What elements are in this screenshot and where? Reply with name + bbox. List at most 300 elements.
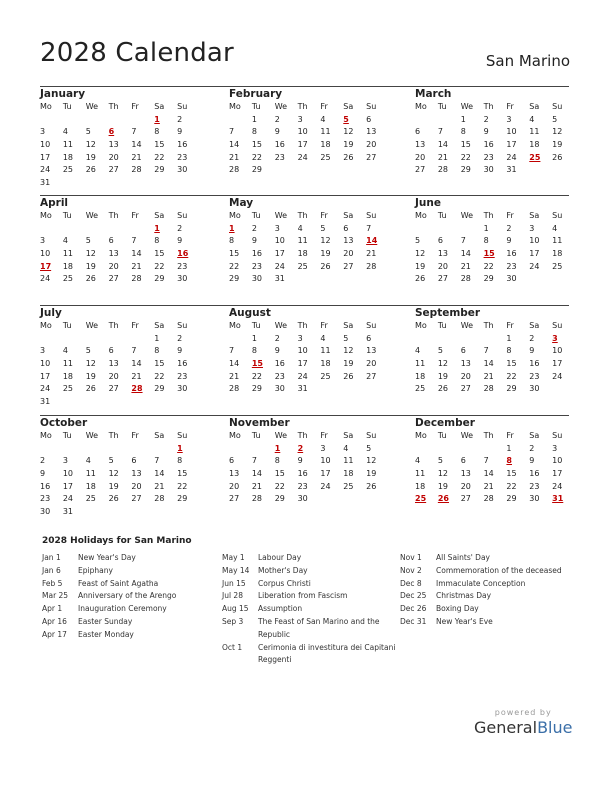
day: 19 <box>108 481 119 491</box>
day: 20 <box>229 481 240 491</box>
day: 27 <box>460 384 471 394</box>
weekday-label: Fr <box>320 321 328 330</box>
holiday-name: Christmas Day <box>436 591 492 601</box>
day: 28 <box>483 384 494 394</box>
month-divider <box>40 415 229 416</box>
weekday-label: Fr <box>506 431 514 440</box>
holiday-day: 3 <box>552 333 558 343</box>
day: 6 <box>366 333 372 343</box>
day: 2 <box>483 114 489 124</box>
month-november <box>229 417 389 506</box>
day: 19 <box>437 371 449 381</box>
day: 3 <box>40 346 46 356</box>
holiday-name: Epiphany <box>78 565 113 575</box>
day: 27 <box>437 274 449 284</box>
day: 11 <box>62 140 74 150</box>
empty-cell <box>461 223 484 236</box>
day: 4 <box>320 114 326 124</box>
day: 13 <box>343 236 354 246</box>
day: 28 <box>366 261 377 271</box>
day: 19 <box>343 359 354 369</box>
weekday-label: We <box>460 321 474 330</box>
holiday-day: 25 <box>529 152 541 162</box>
weekday-label: We <box>460 211 474 220</box>
empty-cell <box>229 333 252 346</box>
holiday-name: New Year's Eve <box>436 616 493 626</box>
holiday-date: Dec 31 <box>400 616 427 626</box>
day: 31 <box>274 274 285 284</box>
empty-cell <box>438 114 461 127</box>
holiday-day: 31 <box>552 494 564 504</box>
day: 27 <box>108 274 119 284</box>
day: 19 <box>343 140 354 150</box>
day: 3 <box>320 443 326 453</box>
day: 6 <box>437 236 443 246</box>
powered-by-text: powered by <box>494 708 552 717</box>
month-name: December <box>415 417 475 429</box>
day: 24 <box>40 165 51 175</box>
holiday-day: 28 <box>131 384 143 394</box>
day: 13 <box>366 127 377 137</box>
month-divider <box>411 86 569 87</box>
day: 15 <box>274 469 285 479</box>
day: 10 <box>40 359 51 369</box>
day: 3 <box>297 114 303 124</box>
empty-cell <box>484 333 507 346</box>
day: 3 <box>40 127 46 137</box>
month-name: October <box>40 417 88 429</box>
day: 19 <box>85 152 96 162</box>
day: 4 <box>62 127 68 137</box>
day: 21 <box>483 481 494 491</box>
holiday-row <box>42 565 218 578</box>
day: 11 <box>415 359 426 369</box>
weekday-label: Th <box>483 211 494 220</box>
day: 19 <box>85 261 96 271</box>
day: 3 <box>506 114 512 124</box>
day: 18 <box>297 249 308 259</box>
month-divider <box>40 86 229 87</box>
day: 27 <box>108 165 119 175</box>
holiday-column <box>400 552 576 629</box>
day: 7 <box>229 346 235 356</box>
day: 3 <box>62 456 68 466</box>
month-january <box>40 88 200 190</box>
weekday-label: Mo <box>415 211 427 220</box>
weekday-label: Mo <box>40 321 52 330</box>
day: 12 <box>320 236 331 246</box>
month-divider <box>225 305 414 306</box>
day: 10 <box>506 127 517 137</box>
day: 12 <box>366 456 377 466</box>
day: 22 <box>506 371 517 381</box>
day: 14 <box>483 469 494 479</box>
month-july <box>40 307 200 409</box>
holiday-date: May 1 <box>222 553 245 562</box>
month-name: November <box>229 417 290 429</box>
brand-general: General <box>474 718 538 737</box>
weekday-label: Mo <box>229 431 241 440</box>
weekday-label: Su <box>552 211 563 220</box>
day: 9 <box>40 469 46 479</box>
day: 3 <box>529 223 535 233</box>
day: 12 <box>85 249 96 259</box>
month-name: May <box>229 197 254 209</box>
weekday-label: Su <box>177 431 188 440</box>
day: 28 <box>460 274 471 284</box>
weekday-label: Fr <box>131 321 139 330</box>
day: 14 <box>229 359 240 369</box>
day: 12 <box>85 140 96 150</box>
day: 31 <box>297 384 308 394</box>
day: 17 <box>40 371 51 381</box>
day: 22 <box>460 152 471 162</box>
day: 12 <box>108 469 119 479</box>
day: 18 <box>320 140 331 150</box>
empty-cell <box>131 114 154 127</box>
holiday-day: 1 <box>154 114 160 124</box>
weekday-label: We <box>85 321 99 330</box>
day: 8 <box>506 346 512 356</box>
weekday-label: Mo <box>415 321 427 330</box>
month-may <box>229 197 389 286</box>
day: 30 <box>529 494 540 504</box>
day: 31 <box>506 165 517 175</box>
day: 2 <box>251 223 257 233</box>
day: 25 <box>297 261 308 271</box>
day: 7 <box>154 456 160 466</box>
day: 5 <box>320 223 326 233</box>
empty-cell <box>154 443 177 456</box>
weekday-label: Sa <box>343 102 354 111</box>
month-name: September <box>415 307 481 319</box>
day: 21 <box>229 371 240 381</box>
day: 24 <box>40 384 51 394</box>
weekday-label: Tu <box>251 431 261 440</box>
day: 23 <box>274 152 285 162</box>
weekday-label: Su <box>366 211 377 220</box>
day: 18 <box>415 371 426 381</box>
day: 2 <box>40 456 46 466</box>
day: 9 <box>177 127 183 137</box>
weekday-label: Sa <box>343 431 354 440</box>
day: 26 <box>85 165 96 175</box>
holiday-date: Oct 1 <box>222 642 243 652</box>
month-august <box>229 307 389 396</box>
day: 4 <box>297 223 303 233</box>
day: 15 <box>154 140 165 150</box>
weekday-label: Tu <box>251 211 261 220</box>
day: 16 <box>483 140 494 150</box>
day: 25 <box>62 274 74 284</box>
day: 5 <box>437 456 443 466</box>
day: 8 <box>154 346 160 356</box>
weekday-label: Sa <box>529 431 540 440</box>
empty-cell <box>415 223 438 236</box>
weekday-label: We <box>85 211 99 220</box>
day: 20 <box>108 371 119 381</box>
day: 23 <box>177 152 188 162</box>
holiday-day: 1 <box>177 443 183 453</box>
day: 10 <box>297 346 308 356</box>
day: 11 <box>415 469 426 479</box>
day: 24 <box>62 494 74 504</box>
empty-cell <box>415 333 438 346</box>
day: 30 <box>274 384 285 394</box>
holiday-date: Apr 17 <box>42 629 67 639</box>
day: 9 <box>177 346 183 356</box>
day: 24 <box>297 152 308 162</box>
day: 8 <box>177 456 183 466</box>
page-title: 2028 Calendar <box>40 38 234 68</box>
day: 29 <box>460 165 471 175</box>
day: 8 <box>154 127 160 137</box>
holiday-day: 15 <box>483 249 495 259</box>
holiday-date: Feb 5 <box>42 578 63 588</box>
day: 26 <box>343 152 354 162</box>
empty-cell <box>109 223 132 236</box>
day: 14 <box>251 469 263 479</box>
day: 13 <box>108 140 119 150</box>
day: 30 <box>177 165 188 175</box>
empty-cell <box>415 443 438 456</box>
day: 27 <box>415 165 426 175</box>
day: 4 <box>85 456 91 466</box>
day: 13 <box>108 359 119 369</box>
weekday-label: Su <box>366 102 377 111</box>
day: 29 <box>506 494 517 504</box>
month-name: April <box>40 197 69 209</box>
day: 22 <box>274 481 285 491</box>
day: 17 <box>529 249 540 259</box>
day: 14 <box>229 140 240 150</box>
day: 2 <box>177 333 183 343</box>
day: 7 <box>251 456 257 466</box>
day: 8 <box>460 127 466 137</box>
weekday-label: Tu <box>437 102 447 111</box>
month-divider <box>411 415 569 416</box>
month-name: February <box>229 88 283 100</box>
weekday-label: Fr <box>131 102 139 111</box>
weekday-label: Sa <box>529 321 540 330</box>
day: 5 <box>85 346 91 356</box>
day: 10 <box>274 236 285 246</box>
day: 30 <box>177 274 188 284</box>
day: 27 <box>366 371 377 381</box>
day: 4 <box>343 443 349 453</box>
weekday-label: Fr <box>320 431 328 440</box>
month-divider <box>411 305 569 306</box>
day: 17 <box>320 469 331 479</box>
weekday-label: Tu <box>62 102 72 111</box>
empty-cell <box>63 223 86 236</box>
holiday-date: Mar 25 <box>42 591 69 601</box>
day-grid <box>229 320 389 396</box>
day: 20 <box>366 359 377 369</box>
weekday-label: Mo <box>415 102 427 111</box>
day: 11 <box>297 236 308 246</box>
day: 3 <box>552 443 558 453</box>
day: 5 <box>415 236 421 246</box>
day: 30 <box>251 274 263 284</box>
day: 20 <box>108 152 119 162</box>
weekday-label: Th <box>297 431 308 440</box>
holiday-name: Anniversary of the Arengo <box>78 591 177 601</box>
month-february <box>229 88 389 177</box>
weekday-label: Tu <box>62 431 72 440</box>
holiday-name: Inauguration Ceremony <box>78 604 167 614</box>
day: 10 <box>320 456 331 466</box>
day: 3 <box>274 223 280 233</box>
empty-cell <box>40 333 63 346</box>
day: 26 <box>85 274 96 284</box>
day: 14 <box>437 140 449 150</box>
holiday-day: 2 <box>297 443 304 453</box>
day: 9 <box>297 456 303 466</box>
day: 28 <box>131 165 142 175</box>
day: 19 <box>552 140 563 150</box>
holiday-name: The Feast of San Marino and the Republic <box>258 616 380 639</box>
day: 6 <box>108 236 114 246</box>
weekday-label: Th <box>483 102 494 111</box>
holiday-column <box>42 552 218 642</box>
holiday-row <box>42 578 218 591</box>
weekday-label: Fr <box>320 211 328 220</box>
day: 12 <box>437 469 449 479</box>
empty-cell <box>229 443 252 456</box>
day: 13 <box>229 469 240 479</box>
day: 24 <box>274 261 285 271</box>
weekday-label: Mo <box>40 211 52 220</box>
empty-cell <box>229 114 252 127</box>
day: 18 <box>552 249 563 259</box>
weekday-label: Th <box>108 321 119 330</box>
month-december <box>415 417 575 506</box>
weekday-label: Su <box>552 431 563 440</box>
holiday-row <box>400 603 576 616</box>
weekday-label: We <box>274 321 288 330</box>
day: 24 <box>552 481 563 491</box>
day: 21 <box>483 371 494 381</box>
day: 21 <box>460 261 471 271</box>
weekday-label: Tu <box>437 321 447 330</box>
month-name: June <box>415 197 441 209</box>
day: 23 <box>297 481 308 491</box>
holiday-row <box>42 590 218 603</box>
holiday-name: All Saints' Day <box>436 553 490 562</box>
day: 1 <box>506 443 512 453</box>
day: 25 <box>415 384 426 394</box>
month-divider <box>40 305 229 306</box>
day-grid <box>229 101 389 177</box>
weekday-label: Tu <box>62 321 72 330</box>
day: 26 <box>437 384 449 394</box>
holiday-name: Easter Sunday <box>78 616 133 626</box>
empty-cell <box>40 443 63 456</box>
holiday-name: Cerimonia di investitura dei Capitani Reggenti <box>258 642 396 665</box>
day: 1 <box>251 333 257 343</box>
day: 15 <box>251 140 263 150</box>
empty-cell <box>40 114 63 127</box>
day: 2 <box>177 223 183 233</box>
holiday-row <box>42 629 218 642</box>
day: 2 <box>274 114 280 124</box>
weekday-label: Sa <box>343 321 354 330</box>
weekday-label: Tu <box>437 431 447 440</box>
day: 24 <box>552 371 563 381</box>
day: 13 <box>437 249 449 259</box>
day: 2 <box>274 333 280 343</box>
day: 4 <box>320 333 326 343</box>
month-name: March <box>415 88 452 100</box>
weekday-label: Th <box>108 102 119 111</box>
day: 25 <box>343 481 354 491</box>
holiday-date: Jun 15 <box>222 578 246 588</box>
day: 2 <box>529 443 535 453</box>
day: 6 <box>366 114 372 124</box>
day: 30 <box>177 384 188 394</box>
holiday-date: Nov 2 <box>400 565 422 575</box>
day: 18 <box>85 481 96 491</box>
day: 22 <box>251 371 263 381</box>
holiday-row <box>222 642 398 668</box>
holiday-name: Corpus Christi <box>258 578 311 588</box>
day: 7 <box>131 127 137 137</box>
holiday-day: 1 <box>154 223 160 233</box>
day: 28 <box>251 494 263 504</box>
day: 26 <box>343 371 354 381</box>
weekday-label: Th <box>108 431 119 440</box>
day: 1 <box>460 114 466 124</box>
holiday-row <box>222 616 398 642</box>
weekday-label: Th <box>297 102 308 111</box>
month-june <box>415 197 575 286</box>
day-grid <box>40 430 200 519</box>
day-grid <box>415 210 575 286</box>
day: 17 <box>297 140 308 150</box>
day: 16 <box>529 359 540 369</box>
day: 15 <box>506 359 517 369</box>
day: 17 <box>552 469 563 479</box>
day: 25 <box>320 371 331 381</box>
holiday-row <box>222 603 398 616</box>
day: 27 <box>229 494 240 504</box>
day: 17 <box>506 140 517 150</box>
weekday-label: We <box>85 102 99 111</box>
day: 22 <box>154 371 165 381</box>
day: 12 <box>343 346 354 356</box>
weekday-label: Sa <box>343 211 354 220</box>
weekday-label: We <box>274 102 288 111</box>
holiday-name: Boxing Day <box>436 604 479 614</box>
empty-cell <box>461 443 484 456</box>
holiday-day: 26 <box>437 494 449 504</box>
day: 7 <box>437 127 443 137</box>
day: 14 <box>131 140 142 150</box>
day: 19 <box>415 261 426 271</box>
day: 23 <box>251 261 263 271</box>
day: 5 <box>552 114 558 124</box>
day: 22 <box>251 152 263 162</box>
holiday-date: Dec 26 <box>400 604 427 614</box>
holiday-row <box>222 552 398 565</box>
day: 3 <box>40 236 46 246</box>
day: 9 <box>529 346 535 356</box>
day: 21 <box>131 371 142 381</box>
weekday-label: Th <box>483 321 494 330</box>
holiday-name: Liberation from Fascism <box>258 591 348 601</box>
empty-cell <box>438 333 461 346</box>
